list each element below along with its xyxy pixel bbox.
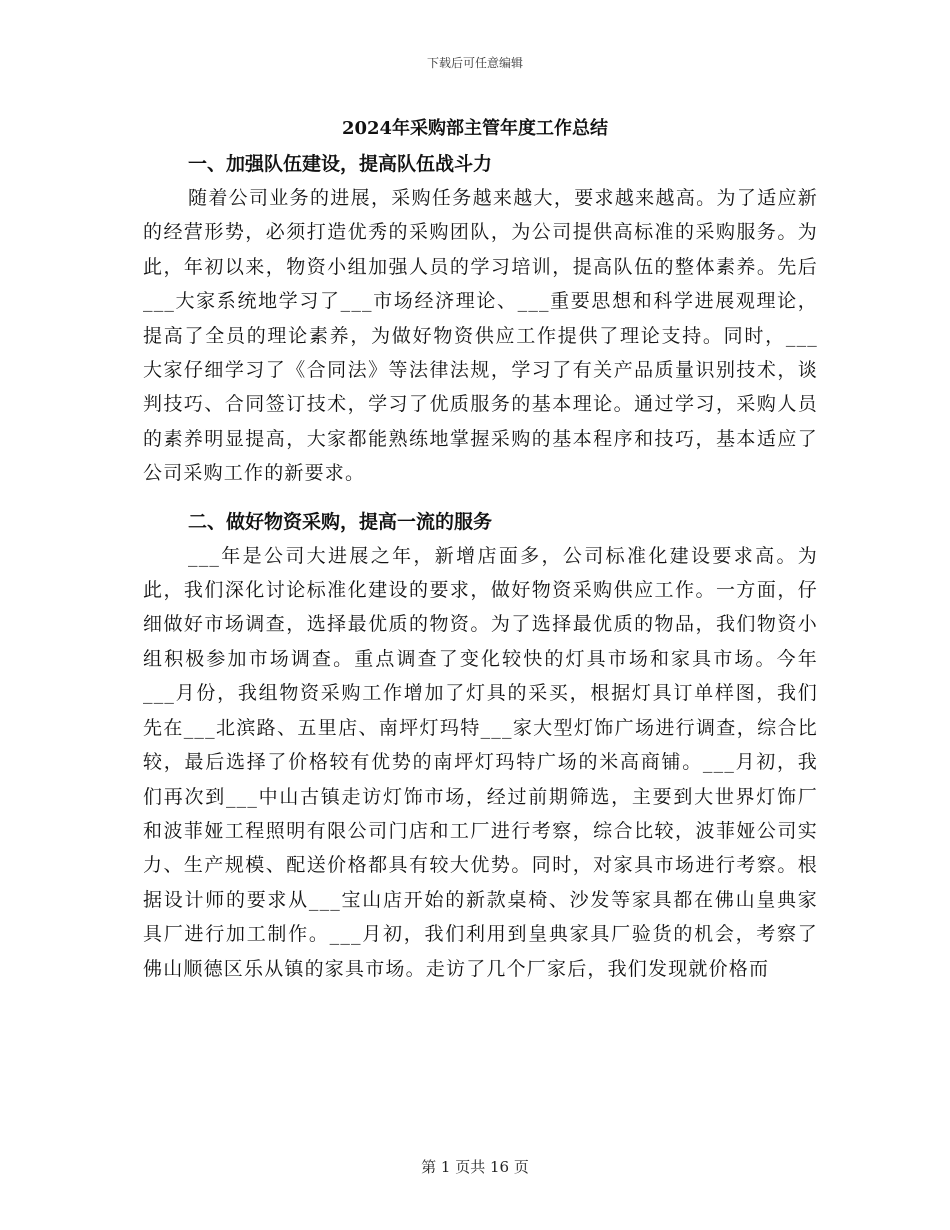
page-footer: 第 1 页共 16 页 (421, 1158, 529, 1176)
document-body (143, 147, 818, 986)
document-title: 2024年采购部主管年度工作总结 (341, 118, 609, 139)
section-paragraph-1: 随着公司业务的进展，采购任务越来越大，要求越来越高。为了适应新的经营形势，必须打造优秀的采购团队，为公司提供高标准的采购服务。为此，年初以来，物资小组加强人员的学习培训，提高队伍的整体素养。先后___大家系统地学习了___市场经济理论、___重要思想和科学进展观理论，提高了全员的理论素养，为做好物资供应工作提供了理论支持。同时，___大家仔细学习了《合同法》等法律法规，学习了有关产品质量识别技术，谈判技巧、合同签订技术，学习了优质服务的基本理论。通过学习，采购人员的素养明显提高，大家都能熟练地掌握采购的基本程序和技巧，基本适应了公司采购工作的新要求。 (143, 187, 818, 485)
section-heading-1: 一、加强队伍建设，提高队伍战斗力 (188, 153, 493, 175)
section-heading-2: 二、做好物资采购，提高一流的服务 (188, 510, 493, 533)
header-note: 下载后可任意编辑 (426, 56, 523, 70)
section-paragraph-2: ___年是公司大进展之年，新增店面多，公司标准化建设要求高。为此，我们深化讨论标准化建设的要求，做好物资采购供应工作。一方面，仔细做好市场调查，选择最优质的物资。为了选择最优质的物品，我们物资小组积极参加市场调查。重点调查了变化较快的灯具市场和家具市场。今年___月份，我组物资采购工作增加了灯具的采买，根据灯具订单样图，我们先在___北滨路、五里店、南坪灯玛特___家大型灯饰广场进行调查，综合比较，最后选择了价格较有优势的南坪灯玛特广场的米高商铺。___月初，我们再次到___中山古镇走访灯饰市场，经过前期筛选，主要到大世界灯饰厂和波菲娅工程照明有限公司门店和工厂进行考察，综合比较，波菲娅公司实力、生产规模、配送价格都具有较大优势。同时，对家具市场进行考察。根据设计师的要求从___宝山店开始的新款桌椅、沙发等家具都在佛山皇典家具厂进行加工制作。___月初，我们利用到皇典家具厂验货的机会，考察了佛山顺德区乐从镇的家具市场。走访了几个厂家后，我们发现就价格而 (143, 544, 818, 980)
section-gap (143, 491, 818, 505)
